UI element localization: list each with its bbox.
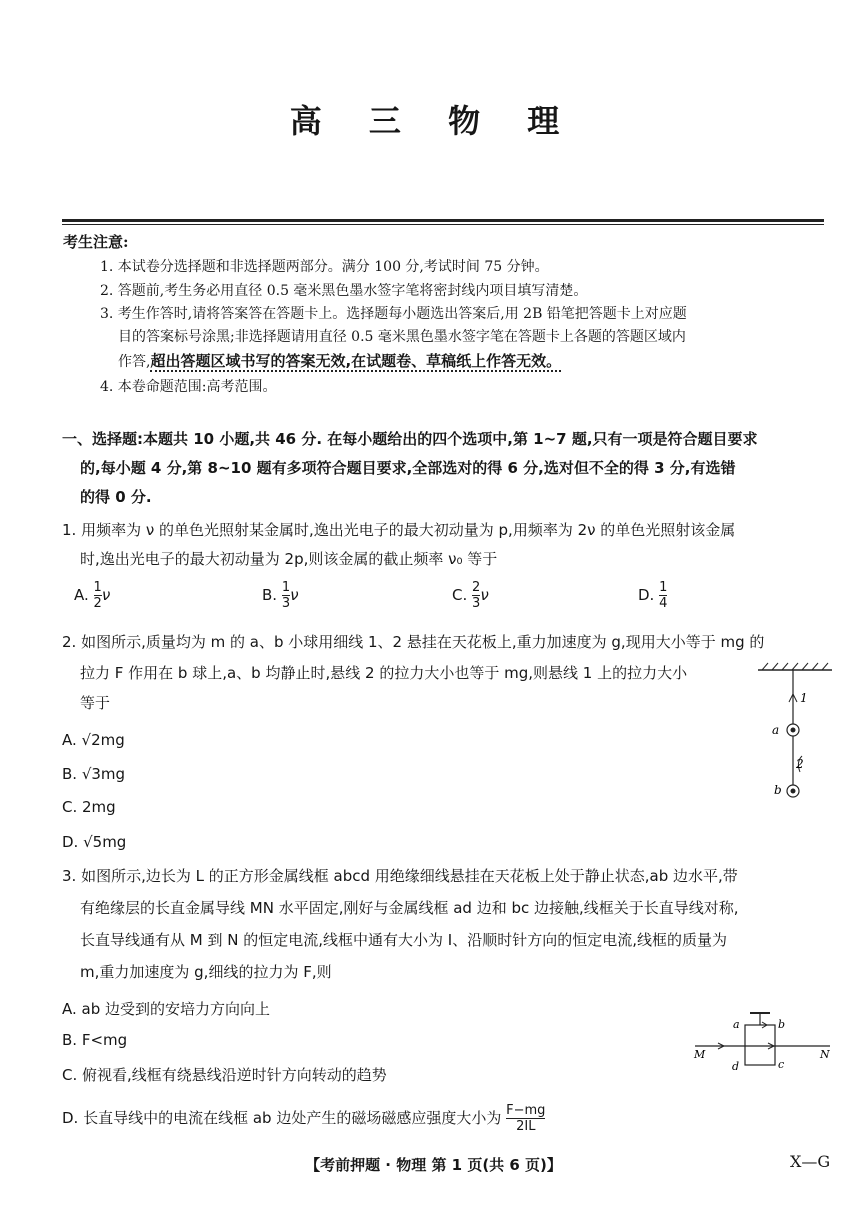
q3-option-d bbox=[62, 1103, 545, 1134]
q2-option-b: B. √3mg bbox=[62, 765, 126, 783]
header-rule-thin bbox=[62, 224, 824, 225]
q1-option-b-den: 3 bbox=[281, 596, 291, 611]
q1-option-b-label: B. bbox=[262, 586, 278, 604]
notice-item-3: 3. 考生作答时,请将答案答在答题卡上。选择题每小题选出答案后,用 2B 铅笔把答题卡上对应题 bbox=[100, 306, 687, 322]
ball-a-core bbox=[791, 728, 796, 733]
q3-option-d-den: 2IL bbox=[516, 1119, 536, 1134]
q1-option-c-label: C. bbox=[452, 586, 468, 604]
notice-item-3-prefix: 作答, bbox=[118, 354, 151, 370]
q1-option-b-suffix: ν bbox=[290, 586, 299, 604]
q1-stem-2: 时,逸出光电子的最大初动量为 2p,则该金属的截止频率 ν₀ 等于 bbox=[80, 550, 498, 568]
q1-option-d-fraction bbox=[659, 580, 667, 611]
notice-item-3-emphasis: 超出答题区域书写的答案无效,在试题卷、草稿纸上作答无效。 bbox=[150, 352, 562, 370]
section-1-line-1: 一、选择题:本题共 10 小题,共 46 分. 在每小题给出的四个选项中,第 1~7 题,只有一项是符合题目要求 bbox=[62, 430, 758, 448]
q3-option-d-num: F−mg bbox=[506, 1103, 546, 1118]
q2-option-c: C. 2mg bbox=[62, 798, 116, 816]
section-1-line-3: 的得 0 分. bbox=[80, 488, 152, 506]
q3-stem-3: 长直导线通有从 M 到 N 的恒定电流,线框中通有大小为 I、沿顺时针方向的恒定电流,线框的质量为 bbox=[80, 931, 727, 949]
label-m: M bbox=[694, 1048, 706, 1061]
q2-option-a: A. √2mg bbox=[62, 731, 125, 749]
q2-stem-3: 等于 bbox=[80, 694, 111, 712]
q1-option-d-den: 4 bbox=[659, 596, 668, 611]
q3-option-c: C. 俯视看,线框有绕悬线沿逆时针方向转动的趋势 bbox=[62, 1066, 387, 1084]
ceiling-hatch bbox=[762, 663, 828, 670]
q1-stem-1: 1. 用频率为 ν 的单色光照射某金属时,逸出光电子的最大初动量为 p,用频率为 2ν 的单色光照射该金属 bbox=[62, 521, 736, 539]
notice-item-1: 1. 本试卷分选择题和非选择题两部分。满分 100 分,考试时间 75 分钟。 bbox=[100, 259, 549, 275]
q2-option-d: D. √5mg bbox=[62, 833, 127, 851]
q2-figure bbox=[750, 660, 836, 805]
q1-option-a-den: 2 bbox=[93, 596, 102, 611]
q1-option-d bbox=[638, 580, 667, 611]
q1-option-c bbox=[452, 580, 489, 611]
q3-option-d-fraction bbox=[506, 1103, 545, 1134]
q3-option-a: A. ab 边受到的安培力方向向上 bbox=[62, 1000, 271, 1018]
q1-option-c-den: 3 bbox=[472, 596, 481, 611]
q3-stem-1: 3. 如图所示,边长为 L 的正方形金属线框 abcd 用绝缘细线悬挂在天花板上处于静止状态,ab 边水平,带 bbox=[62, 867, 738, 885]
section-1-line-2: 的,每小题 4 分,第 8~10 题有多项符合题目要求,全部选对的得 6 分,选对但不全的得 3 分,有选错 bbox=[80, 459, 736, 477]
notice-item-4: 4. 本卷命题范围:高考范围。 bbox=[100, 379, 277, 395]
q1-option-a-label: A. bbox=[74, 586, 89, 604]
q1-option-c-num: 2 bbox=[472, 580, 481, 595]
notice-item-3-end bbox=[118, 350, 561, 373]
label-n: N bbox=[820, 1048, 830, 1061]
q1-option-b bbox=[262, 580, 299, 611]
q1-option-a-suffix: ν bbox=[101, 586, 111, 604]
wire-frame bbox=[745, 1025, 775, 1065]
q1-option-d-label: D. bbox=[638, 586, 655, 604]
q1-option-b-num: 1 bbox=[281, 580, 291, 595]
notice-item-3-cont: 目的答案标号涂黑;非选择题请用直径 0.5 毫米黑色墨水签字笔在答题卡上各题的答题区域内 bbox=[118, 329, 686, 345]
label-c: c bbox=[778, 1058, 785, 1071]
q1-option-c-suffix: ν bbox=[480, 586, 489, 604]
label-d: d bbox=[732, 1060, 740, 1073]
label-a: a bbox=[733, 1018, 740, 1031]
notice-heading: 考生注意: bbox=[63, 233, 129, 251]
q3-stem-2: 有绝缘层的长直金属导线 MN 水平固定,刚好与金属线框 ad 边和 bc 边接触,线框关于长直导线对称, bbox=[80, 899, 739, 917]
notice-item-2: 2. 答题前,考生务必用直径 0.5 毫米黑色墨水签字笔将密封线内项目填写清楚。 bbox=[100, 283, 588, 299]
header-rule-thick bbox=[62, 219, 824, 222]
label-b: b bbox=[778, 1018, 786, 1031]
ball-a-label: a bbox=[772, 723, 780, 737]
page-title: 高 三 物 理 bbox=[289, 102, 578, 140]
paper-code: X—G bbox=[790, 1152, 831, 1171]
q3-option-d-text: D. 长直导线中的电流在线框 ab 边处产生的磁场磁感应强度大小为 bbox=[62, 1109, 502, 1127]
page-footer: 【考前押题 · 物理 第 1 页(共 6 页)】 bbox=[305, 1156, 562, 1174]
thread-1-label: 1 bbox=[800, 691, 808, 705]
q3-figure bbox=[690, 1010, 835, 1080]
q1-option-a-num: 1 bbox=[93, 580, 102, 595]
ball-b-core bbox=[791, 789, 796, 794]
q1-option-d-num: 1 bbox=[659, 580, 668, 595]
ball-b-label: b bbox=[774, 783, 782, 797]
q1-option-a bbox=[74, 580, 110, 611]
q3-option-b: B. F<mg bbox=[62, 1031, 128, 1049]
q2-stem-2: 拉力 F 作用在 b 球上,a、b 均静止时,悬线 2 的拉力大小也等于 mg,则悬线 1 上的拉力大小 bbox=[80, 664, 688, 682]
q1-option-b-fraction bbox=[282, 580, 290, 611]
q3-stem-4: m,重力加速度为 g,细线的拉力为 F,则 bbox=[80, 963, 332, 981]
q2-stem-1: 2. 如图所示,质量均为 m 的 a、b 小球用细线 1、2 悬挂在天花板上,重力加速度为 g,现用大小等于 mg 的 bbox=[62, 633, 765, 651]
thread-2-label: 2 bbox=[796, 757, 804, 771]
q1-option-a-fraction bbox=[94, 580, 102, 611]
